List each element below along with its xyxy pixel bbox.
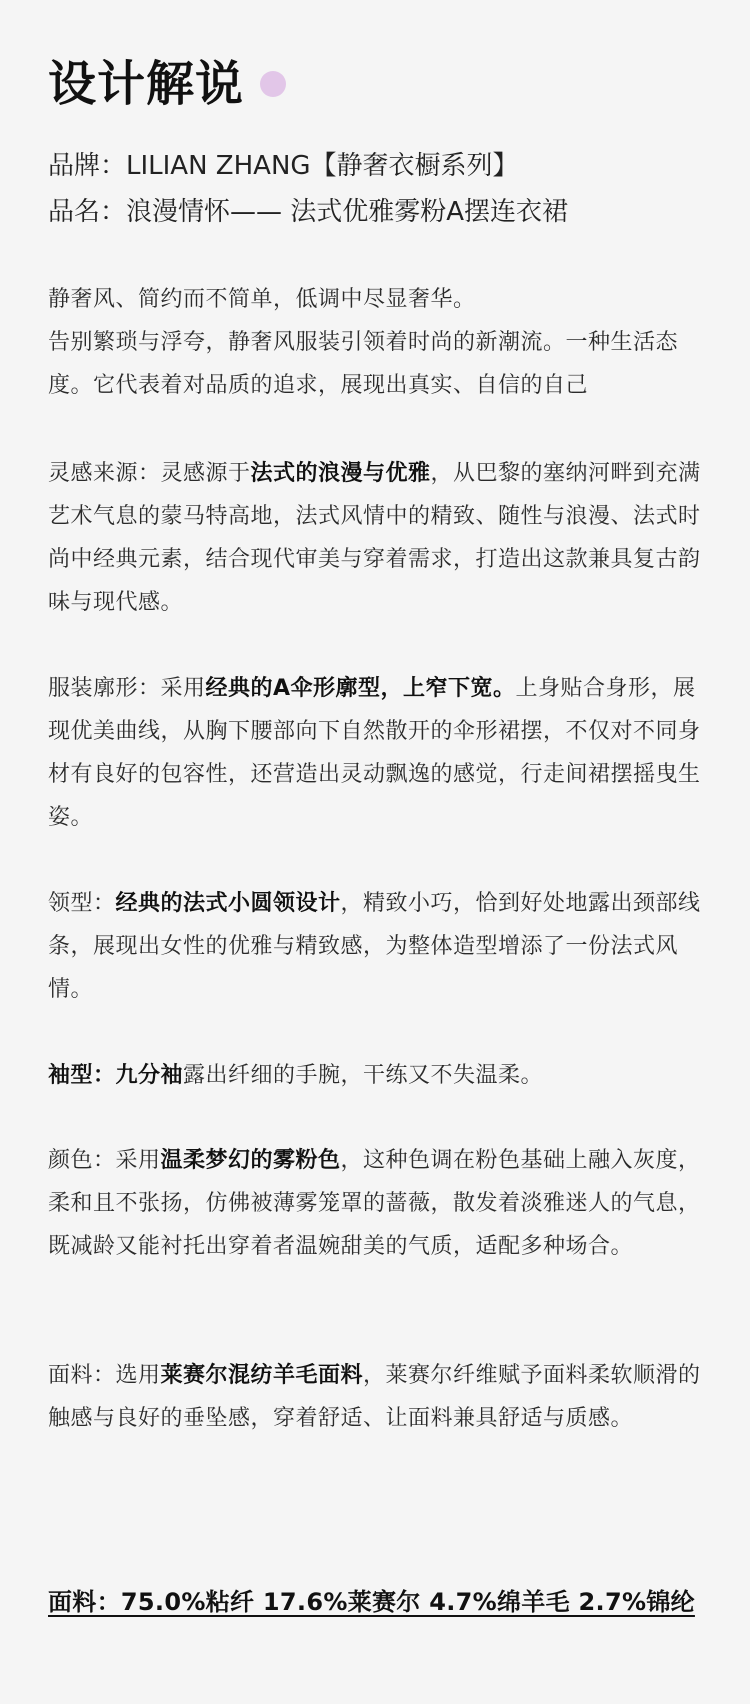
silhouette-highlight: 经典的A伞形廓型，上窄下宽。 [205, 676, 516, 701]
inspiration-paragraph [48, 452, 704, 624]
color-text: ，这种色调在粉色基础上融入灰度，柔和且不张扬，仿佛被薄雾笼罩的蔷薇，散发着淡雅迷人的气息，既减龄又能衬托出穿着者温婉甜美的气质，适配多种场合。 [48, 1148, 701, 1259]
fabric-label: 面料：选用 [48, 1363, 161, 1388]
decorative-dot-icon [260, 71, 286, 97]
collar-highlight: 经典的法式小圆领设计 [115, 891, 341, 916]
inspiration-text: ，从巴黎的塞纳河畔到充满艺术气息的蒙马特高地，法式风情中的精致、随性与浪漫、法式时尚中经典元素，结合现代审美与穿着需求，打造出这款兼具复古韵味与现代感。 [48, 461, 701, 615]
fabric-text: ，莱赛尔纤维赋予面料柔软顺滑的触感与良好的垂坠感，穿着舒适、让面料兼具舒适与质感。 [48, 1363, 701, 1431]
page-title: 设计解说 [48, 56, 245, 112]
sleeve-paragraph [48, 1054, 704, 1097]
color-label: 颜色：采用 [48, 1148, 161, 1173]
fabric-paragraph [48, 1354, 704, 1440]
silhouette-paragraph [48, 667, 704, 839]
silhouette-label: 服装廓形：采用 [48, 676, 206, 701]
intro-line-1: 静奢风、简约而不简单，低调中尽显奢华。 [48, 287, 476, 312]
title-row [48, 52, 286, 116]
color-highlight: 温柔梦幻的雾粉色 [160, 1148, 341, 1173]
intro-line-2: 告别繁琐与浮夸，静奢风服装引领着时尚的新潮流。一种生活态度。它代表着对品质的追求，展现出真实、自信的自己 [48, 330, 679, 398]
product-name-line: 品名：浪漫情怀—— 法式优雅雾粉A摆连衣裙 [48, 197, 569, 227]
intro-paragraph [48, 278, 704, 407]
collar-label: 领型： [48, 891, 116, 916]
color-paragraph [48, 1139, 704, 1268]
silhouette-text: 上身贴合身形，展现优美曲线，从胸下腰部向下自然散开的伞形裙摆，不仅对不同身材有良好的包容性，还营造出灵动飘逸的感觉，行走间裙摆摇曳生姿。 [48, 676, 701, 830]
fabric-highlight: 莱赛尔混纺羊毛面料 [160, 1363, 364, 1388]
sleeve-highlight: 袖型：九分袖 [48, 1063, 184, 1088]
fabric-composition: 面料：75.0%粘纤 17.6%莱赛尔 4.7%绵羊毛 2.7%锦纶 [48, 1588, 695, 1616]
inspiration-label: 灵感来源：灵感源于 [48, 461, 251, 486]
sleeve-text: 露出纤细的手腕，干练又不失温柔。 [183, 1063, 544, 1088]
inspiration-highlight: 法式的浪漫与优雅 [250, 461, 431, 486]
collar-paragraph [48, 882, 704, 1011]
collar-text: ，精致小巧，恰到好处地露出颈部线条，展现出女性的优雅与精致感，为整体造型增添了一份法式风情。 [48, 891, 701, 1002]
brand-line: 品牌：LILIAN ZHANG【静奢衣橱系列】 [48, 151, 519, 181]
